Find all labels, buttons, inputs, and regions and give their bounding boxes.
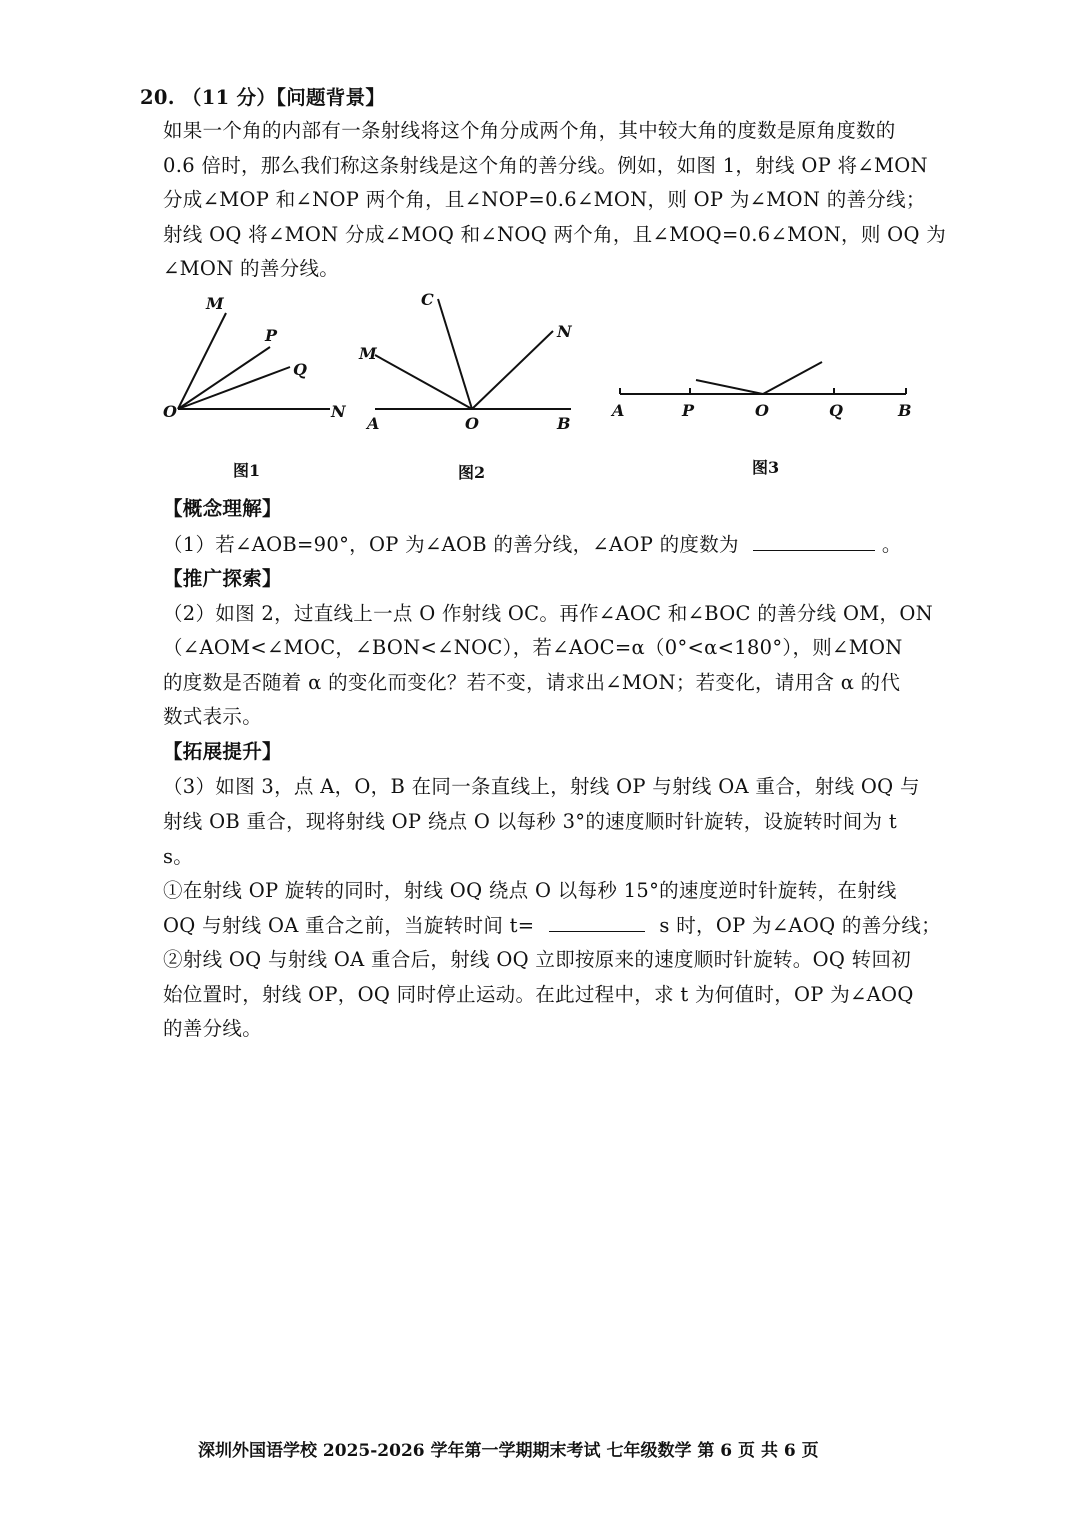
part-1 bbox=[163, 532, 902, 557]
part-2-line-1: （2）如图 2，过直线上一点 O 作射线 OC。再作∠AOC 和∠BOC 的善分线 OM，ON bbox=[163, 602, 933, 625]
figure-1-caption: 图1 bbox=[233, 461, 261, 480]
part-3-line-2: 射线 OB 重合，现将射线 OP 绕点 O 以每秒 3°的速度顺时针旋转，设旋转时间为 t bbox=[163, 810, 897, 833]
section-concept-title: 【概念理解】 bbox=[163, 497, 282, 520]
label-c: C bbox=[421, 290, 434, 309]
ray-on bbox=[472, 331, 553, 409]
label-m: M bbox=[206, 294, 224, 313]
part-3-line-8: 的善分线。 bbox=[163, 1017, 263, 1040]
question-heading: 20. （11 分）【问题背景】 bbox=[140, 86, 386, 109]
part-2-line-4: 数式表示。 bbox=[163, 705, 263, 728]
part-2-line-3: 的度数是否随着 α 的变化而变化？若不变，请求出∠MON；若变化，请用含 α 的代 bbox=[163, 671, 901, 694]
background-line-1: 如果一个角的内部有一条射线将这个角分成两个角，其中较大角的度数是原角度数的 bbox=[163, 119, 896, 142]
part-3-blank-before: OQ 与射线 OA 重合之前，当旋转时间 t= bbox=[163, 914, 535, 937]
figure-2 bbox=[355, 285, 585, 435]
part-3-line-7: 始位置时，射线 OP，OQ 同时停止运动。在此过程中，求 t 为何值时，OP 为∠AOQ bbox=[163, 983, 914, 1006]
label-n: N bbox=[331, 402, 346, 421]
ray-op bbox=[178, 347, 270, 409]
part-3-answer-blank[interactable] bbox=[549, 913, 645, 932]
figure-1 bbox=[150, 285, 360, 435]
label-a: A bbox=[612, 401, 625, 420]
section-extend-title: 【拓展提升】 bbox=[163, 740, 282, 763]
part-2-line-2: （∠AOM<∠MOC，∠BON<∠NOC），若∠AOC=α（0°<α<180°），则∠MON bbox=[163, 636, 903, 659]
section-explore-title: 【推广探索】 bbox=[163, 567, 282, 590]
part-1-answer-blank[interactable] bbox=[753, 532, 875, 551]
part-3-line-4: ①在射线 OP 旋转的同时，射线 OQ 绕点 O 以每秒 15°的速度逆时针旋转，在射线 bbox=[163, 879, 897, 902]
label-b: B bbox=[557, 414, 571, 433]
ray-op bbox=[696, 380, 763, 394]
label-a: A bbox=[367, 414, 380, 433]
background-line-3: 分成∠MOP 和∠NOP 两个角，且∠NOP=0.6∠MON，则 OP 为∠MON 的善分线； bbox=[163, 188, 926, 211]
label-n: N bbox=[557, 322, 572, 341]
background-line-5: ∠MON 的善分线。 bbox=[163, 257, 340, 280]
label-p: P bbox=[265, 326, 278, 345]
figure-3-caption: 图3 bbox=[752, 458, 780, 477]
label-q: Q bbox=[293, 360, 307, 379]
part-3-line-6: ②射线 OQ 与射线 OA 重合后，射线 OQ 立即按原来的速度顺时针旋转。OQ 转回初 bbox=[163, 948, 912, 971]
label-m: M bbox=[359, 344, 377, 363]
part-3-line-3: s。 bbox=[163, 845, 194, 868]
part-3-line-5 bbox=[163, 913, 941, 938]
label-o: O bbox=[163, 402, 177, 421]
label-o: O bbox=[465, 414, 479, 433]
part-3-line-1: （3）如图 3，点 A，O，B 在同一条直线上，射线 OP 与射线 OA 重合，射线 OQ 与 bbox=[163, 775, 920, 798]
background-line-4: 射线 OQ 将∠MON 分成∠MOQ 和∠NOQ 两个角，且∠MOQ=0.6∠MON，则 OQ 为 bbox=[163, 223, 947, 246]
label-o: O bbox=[755, 401, 769, 420]
label-b: B bbox=[898, 401, 912, 420]
part-1-end: 。 bbox=[881, 533, 902, 556]
part-1-text: （1）若∠AOB=90°，OP 为∠AOB 的善分线，∠AOP 的度数为 bbox=[163, 533, 739, 556]
figure-2-caption: 图2 bbox=[458, 463, 486, 482]
ray-oq bbox=[763, 362, 822, 394]
part-3-blank-after: s 时，OP 为∠AOQ 的善分线； bbox=[659, 914, 941, 937]
label-q: Q bbox=[829, 401, 843, 420]
label-p: P bbox=[682, 401, 695, 420]
page-footer: 深圳外国语学校 2025-2026 学年第一学期期末考试 七年级数学 第 6 页 共 6 页 bbox=[198, 1441, 819, 1461]
background-line-2: 0.6 倍时，那么我们称这条射线是这个角的善分线。例如，如图 1，射线 OP 将∠MON bbox=[163, 154, 928, 177]
figure-3 bbox=[600, 350, 925, 430]
